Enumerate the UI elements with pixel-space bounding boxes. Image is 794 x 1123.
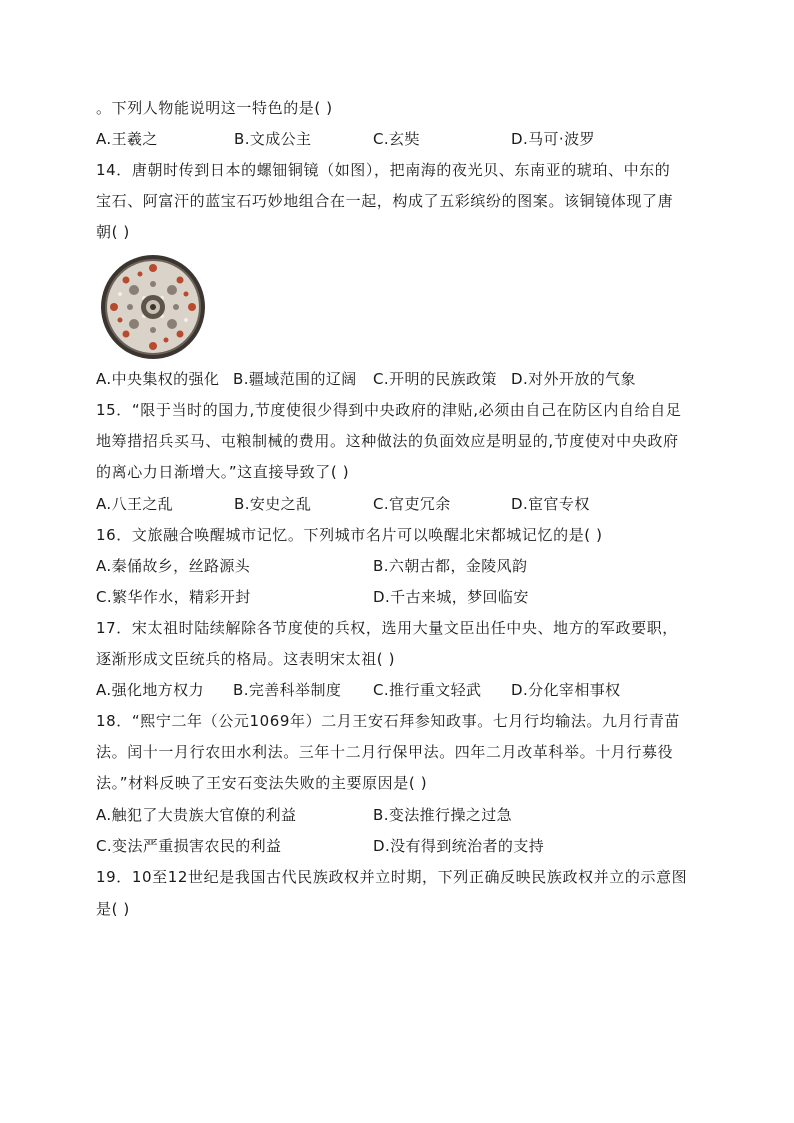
q15-stem-line-2: 地筹措招兵买马、屯粮制械的费用。这种做法的负面效应是明显的,节度使对中央政府	[96, 432, 679, 450]
q15-option-b: B.安史之乱	[234, 495, 312, 513]
q16-option-d: D.千古来城，梦回临安	[373, 588, 529, 606]
q18-option-b: B.变法推行操之过急	[373, 806, 513, 824]
q16-stem-line-1: 16．文旅融合唤醒城市记忆。下列城市名片可以唤醒北宋都城记忆的是( )	[96, 526, 603, 544]
q17-option-c: C.推行重文轻武	[373, 681, 482, 699]
q17-stem-line-1: 17．宋太祖时陆续解除各节度使的兵权，选用大量文臣出任中央、地方的军政要职，	[96, 619, 678, 637]
q18-stem-line-1: 18．“熙宁二年（公元1069年）二月王安石拜参知政事。七月行均输法。九月行青苗	[96, 712, 681, 730]
q14-option-a: A.中央集权的强化	[96, 370, 220, 388]
q13-option-a: A.王羲之	[96, 130, 158, 148]
q13-option-b: B.文成公主	[234, 130, 312, 148]
q18-stem-line-2: 法。闰十一月行农田水利法。三年十二月行保甲法。四年二月改革科举。十月行募役	[96, 743, 674, 761]
q14-option-d: D.对外开放的气象	[511, 370, 636, 388]
q16-option-c: C.繁华作水，精彩开封	[96, 588, 251, 606]
q17-option-a: A.强化地方权力	[96, 681, 204, 699]
q14-stem-line-2: 宝石、阿富汗的蓝宝石巧妙地组合在一起，构成了五彩缤纷的图案。该铜镜体现了唐	[96, 192, 674, 210]
q18-stem-line-3: 法。”材料反映了王安石变法失败的主要原因是( )	[96, 774, 428, 792]
q13-stem-tail: 。下列人物能说明这一特色的是( )	[96, 99, 333, 117]
q14-option-b: B.疆域范围的辽阔	[233, 370, 357, 388]
q15-stem-line-3: 的离心力日渐增大。”这直接导致了( )	[96, 463, 350, 481]
q16-option-b: B.六朝古都，金陵风韵	[373, 557, 528, 575]
q13-option-d: D.马可·波罗	[511, 130, 595, 148]
q19-stem-line-2: 是( )	[96, 900, 130, 918]
q14-stem-line-1: 14．唐朝时传到日本的螺钿铜镜（如图），把南海的夜光贝、东南亚的琥珀、中东的	[96, 161, 671, 179]
q18-option-d: D.没有得到统治者的支持	[373, 837, 545, 855]
q15-option-c: C.官吏冗余	[373, 495, 451, 513]
q18-option-a: A.触犯了大贵族大官僚的利益	[96, 806, 297, 824]
q15-stem-line-1: 15．“限于当时的国力,节度使很少得到中央政府的津贴,必须由自己在防区内自给自足	[96, 401, 682, 419]
q14-option-c: C.开明的民族政策	[373, 370, 497, 388]
q17-option-d: D.分化宰相事权	[511, 681, 621, 699]
q16-option-a: A.秦俑故乡，丝路源头	[96, 557, 251, 575]
q17-stem-line-2: 逐渐形成文臣统兵的格局。这表明宋太祖( )	[96, 650, 396, 668]
q13-option-c: C.玄奘	[373, 130, 420, 148]
q19-stem-line-1: 19．10至12世纪是我国古代民族政权并立时期，下列正确反映民族政权并立的示意图	[96, 868, 688, 886]
q18-option-c: C.变法严重损害农民的利益	[96, 837, 282, 855]
q15-option-d: D.宦官专权	[511, 495, 590, 513]
q17-option-b: B.完善科举制度	[233, 681, 342, 699]
q15-option-a: A.八王之乱	[96, 495, 174, 513]
q14-stem-line-3: 朝( )	[96, 223, 130, 241]
mother-of-pearl-mirror-image	[100, 254, 206, 360]
